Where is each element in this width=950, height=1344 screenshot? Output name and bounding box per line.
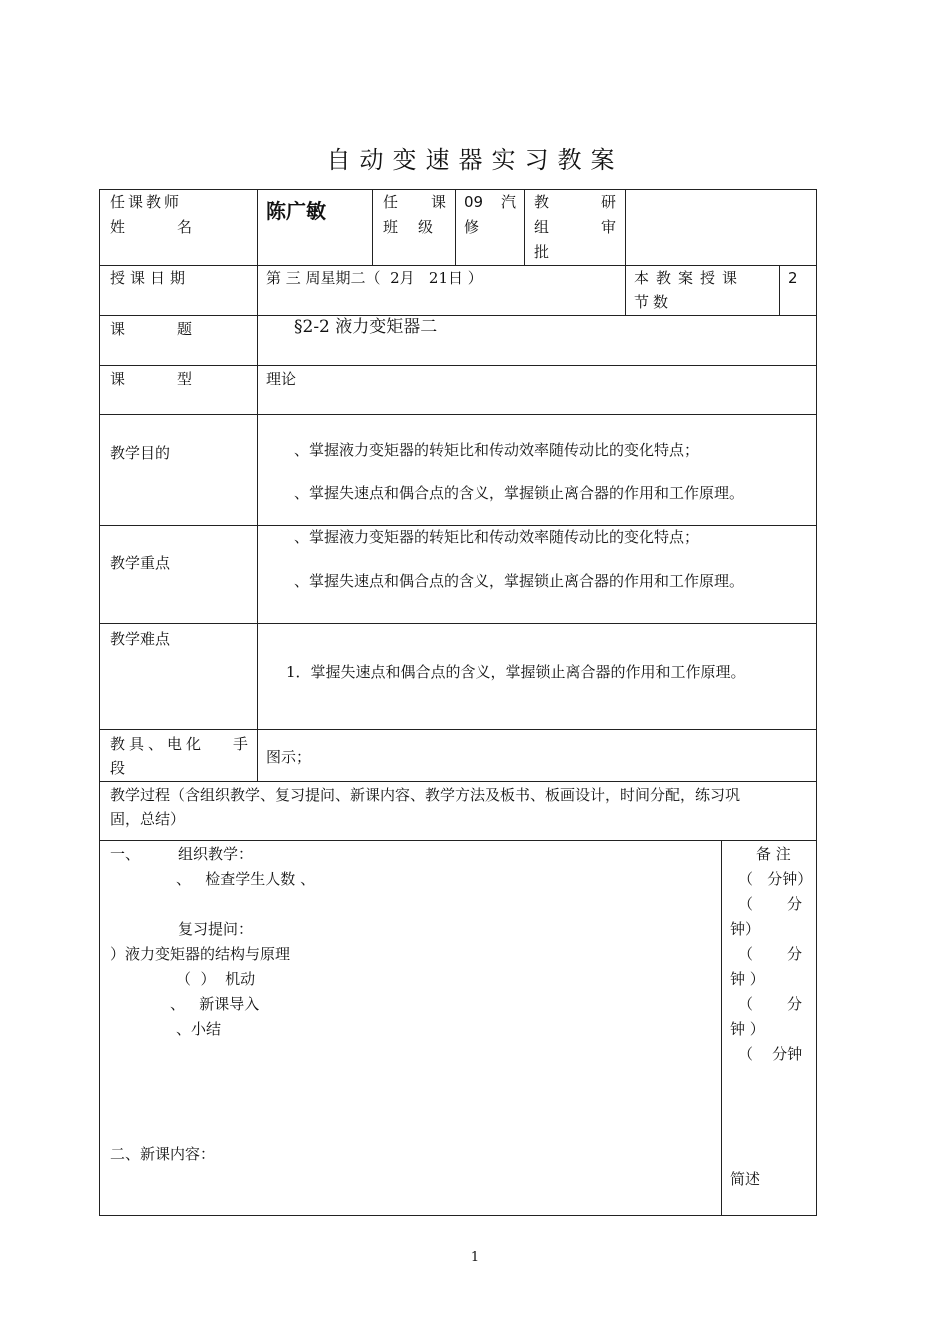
notes-line: 钟 ） xyxy=(730,970,765,988)
label-part: 研 xyxy=(600,193,616,211)
notes-line: 简述 xyxy=(730,1170,761,1188)
row-divider xyxy=(99,365,817,366)
column-divider xyxy=(455,189,456,265)
label-part: 级 xyxy=(417,218,433,236)
notes-part: （ xyxy=(738,945,754,963)
label-part: 审 xyxy=(600,218,616,236)
class-label xyxy=(383,190,446,215)
process-heading: 教学过程（含组织教学、复习提问、新课内容、教学方法及板书、板画设计，时间分配，练习巩 xyxy=(110,786,741,804)
type-label xyxy=(110,367,192,392)
process-line: 二、新课内容： xyxy=(110,1145,216,1163)
label-part: 组 xyxy=(534,218,550,236)
teacher-label: 任课教师 xyxy=(110,193,183,211)
row-divider xyxy=(99,729,817,730)
key-point-item: 、掌握失速点和偶合点的含义，掌握锁止离合器的作用和工作原理。 xyxy=(294,572,745,590)
teacher-label-name xyxy=(110,215,192,240)
hours-label: 节数 xyxy=(634,293,673,311)
label-part: 手 xyxy=(232,735,248,753)
objectives-label: 教学目的 xyxy=(110,444,171,462)
process-line: 、 新课导入 xyxy=(170,995,260,1013)
process-line: 、 检查学生人数 、 xyxy=(176,870,316,888)
label-part: 教 xyxy=(534,193,550,211)
label-part: 课 xyxy=(430,193,446,211)
label-part: 任 xyxy=(383,193,399,211)
column-divider xyxy=(257,189,258,781)
tools-label: 段 xyxy=(110,759,126,777)
teacher-name: 陈广敏 xyxy=(266,199,326,223)
column-divider xyxy=(721,840,722,1216)
notes-part: 分 xyxy=(786,995,802,1013)
lesson-table xyxy=(99,189,817,1216)
column-divider xyxy=(524,189,525,265)
key-points-label: 教学重点 xyxy=(110,554,171,572)
difficulty-item: 1．掌握失速点和偶合点的含义，掌握锁止离合器的作用和工作原理。 xyxy=(286,663,746,681)
topic-label xyxy=(110,317,192,342)
notes-line xyxy=(738,942,802,967)
value-part: 汽 xyxy=(500,193,516,211)
objective-item: 、掌握失速点和偶合点的含义，掌握锁止离合器的作用和工作原理。 xyxy=(294,484,745,502)
tools-value: 图示； xyxy=(266,748,312,766)
process-line: ）液力变矩器的结构与原理 xyxy=(110,945,291,963)
process-line: 组织教学： xyxy=(178,845,254,863)
difficulties-label: 教学难点 xyxy=(110,630,171,648)
page-number: 1 xyxy=(470,1250,480,1265)
label-part: 课 xyxy=(110,320,126,338)
label-part: 姓 xyxy=(110,218,126,236)
process-line: 复习提问： xyxy=(178,920,254,938)
label-part: 教具、电化 xyxy=(110,735,206,753)
class-value: 修 xyxy=(464,218,480,236)
row-divider xyxy=(99,781,817,782)
row-divider xyxy=(99,315,817,316)
notes-heading: 备 注 xyxy=(756,845,791,863)
notes-line xyxy=(738,892,802,917)
notes-line: 钟） xyxy=(730,920,761,938)
notes-part: 分 xyxy=(786,945,802,963)
class-label xyxy=(383,215,433,240)
column-divider xyxy=(779,265,780,315)
notes-line: 钟 ） xyxy=(730,1020,765,1038)
process-line: （ ） 机动 xyxy=(176,970,256,988)
topic-value: §2-2 液力变矩器二 xyxy=(294,317,438,337)
label-part: 题 xyxy=(176,320,192,338)
process-line: 一、 xyxy=(110,845,141,863)
process-heading: 固，总结） xyxy=(110,810,186,828)
label-part: 名 xyxy=(176,218,192,236)
class-value xyxy=(464,190,516,215)
label-part: 型 xyxy=(176,370,192,388)
notes-line xyxy=(738,992,802,1017)
review-label: 批 xyxy=(534,243,550,261)
notes-line: （ 分钟） xyxy=(738,870,813,888)
value-part: 09 xyxy=(464,193,484,211)
date-label: 授课日期 xyxy=(110,269,191,287)
review-label xyxy=(534,190,616,215)
tools-label xyxy=(110,732,248,757)
label-part: 课 xyxy=(110,370,126,388)
notes-part: （ xyxy=(738,895,754,913)
objective-item: 、掌握液力变矩器的转矩比和传动效率随传动比的变化特点； xyxy=(294,441,700,459)
hours-value: 2 xyxy=(788,269,798,287)
document-title: 自动变速器实习教案 xyxy=(326,146,624,174)
type-value: 理论 xyxy=(266,370,297,388)
notes-part: 分 xyxy=(786,895,802,913)
key-point-item: 、掌握液力变矩器的转矩比和传动效率随传动比的变化特点； xyxy=(294,528,700,546)
row-divider xyxy=(99,414,817,415)
row-divider xyxy=(99,840,817,841)
label-part: 班 xyxy=(383,218,399,236)
date-value: 第 三 周星期二（ 2月 21日 ） xyxy=(266,269,483,287)
notes-part: （ xyxy=(738,995,754,1013)
column-divider xyxy=(625,189,626,315)
row-divider xyxy=(99,623,817,624)
hours-label: 本教案授课 xyxy=(634,269,745,287)
review-label xyxy=(534,215,616,240)
column-divider xyxy=(372,189,373,265)
notes-line: （ 分钟 xyxy=(738,1045,803,1063)
process-line: 、小结 xyxy=(176,1020,222,1038)
